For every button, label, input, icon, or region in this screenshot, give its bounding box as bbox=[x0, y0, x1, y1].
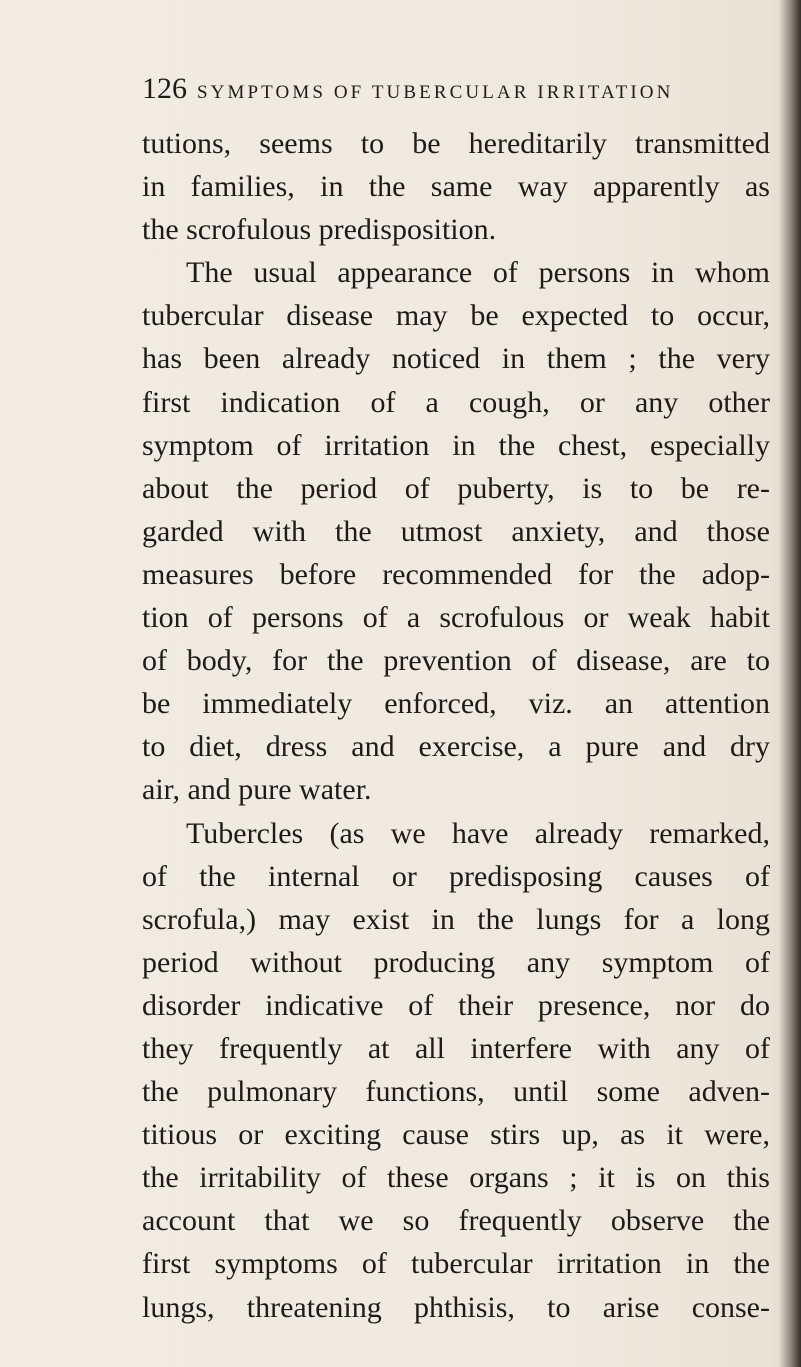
text-line: be immediately enforced, viz. an attention bbox=[142, 687, 770, 721]
text-line: of the internal or predisposing causes of bbox=[142, 859, 770, 893]
text-line: air, and pure water. bbox=[142, 773, 372, 807]
text-line: period without producing any symptom of bbox=[142, 945, 770, 979]
text-line: disorder indicative of their presence, nor do bbox=[142, 988, 770, 1022]
text-line: account that we so frequently observe the bbox=[142, 1204, 770, 1238]
running-head-title: SYMPTOMS OF TUBERCULAR IRRITATION bbox=[197, 82, 674, 103]
text-line: the scrofulous predisposition. bbox=[142, 213, 497, 247]
text-line: of body, for the prevention of disease, are to bbox=[142, 644, 770, 678]
running-head bbox=[142, 72, 762, 112]
text-line: measures before recommended for the adop- bbox=[142, 557, 770, 591]
page-edge-shadow bbox=[779, 0, 801, 1367]
text-line: to diet, dress and exercise, a pure and dry bbox=[142, 730, 770, 764]
text-line: symptom of irritation in the chest, especially bbox=[142, 428, 770, 462]
text-line: the pulmonary functions, until some adven- bbox=[142, 1075, 770, 1109]
text-line: first symptoms of tubercular irritation in the bbox=[142, 1247, 770, 1281]
text-line: in families, in the same way apparently as bbox=[142, 170, 770, 204]
text-line: lungs, threatening phthisis, to arise conse- bbox=[142, 1290, 770, 1324]
text-line: The usual appearance of persons in whom bbox=[186, 256, 770, 290]
text-line: they frequently at all interfere with any of bbox=[142, 1031, 770, 1065]
body-text bbox=[142, 122, 770, 1329]
text-line: first indication of a cough, or any other bbox=[142, 385, 770, 419]
text-line: tutions, seems to be hereditarily transmitted bbox=[142, 127, 770, 160]
page-number: 126 bbox=[142, 72, 187, 105]
text-line: tubercular disease may be expected to occur, bbox=[142, 299, 770, 333]
text-line: scrofula,) may exist in the lungs for a long bbox=[142, 902, 770, 936]
text-line: the irritability of these organs ; it is on this bbox=[142, 1161, 770, 1195]
text-line: Tubercles (as we have already remarked, bbox=[186, 816, 770, 850]
text-line: has been already noticed in them ; the very bbox=[142, 342, 770, 376]
text-line: about the period of puberty, is to be re- bbox=[142, 471, 770, 505]
text-line: tion of persons of a scrofulous or weak habit bbox=[142, 601, 770, 635]
text-line: garded with the utmost anxiety, and those bbox=[142, 514, 770, 548]
text-line: titious or exciting cause stirs up, as it were, bbox=[142, 1118, 770, 1152]
